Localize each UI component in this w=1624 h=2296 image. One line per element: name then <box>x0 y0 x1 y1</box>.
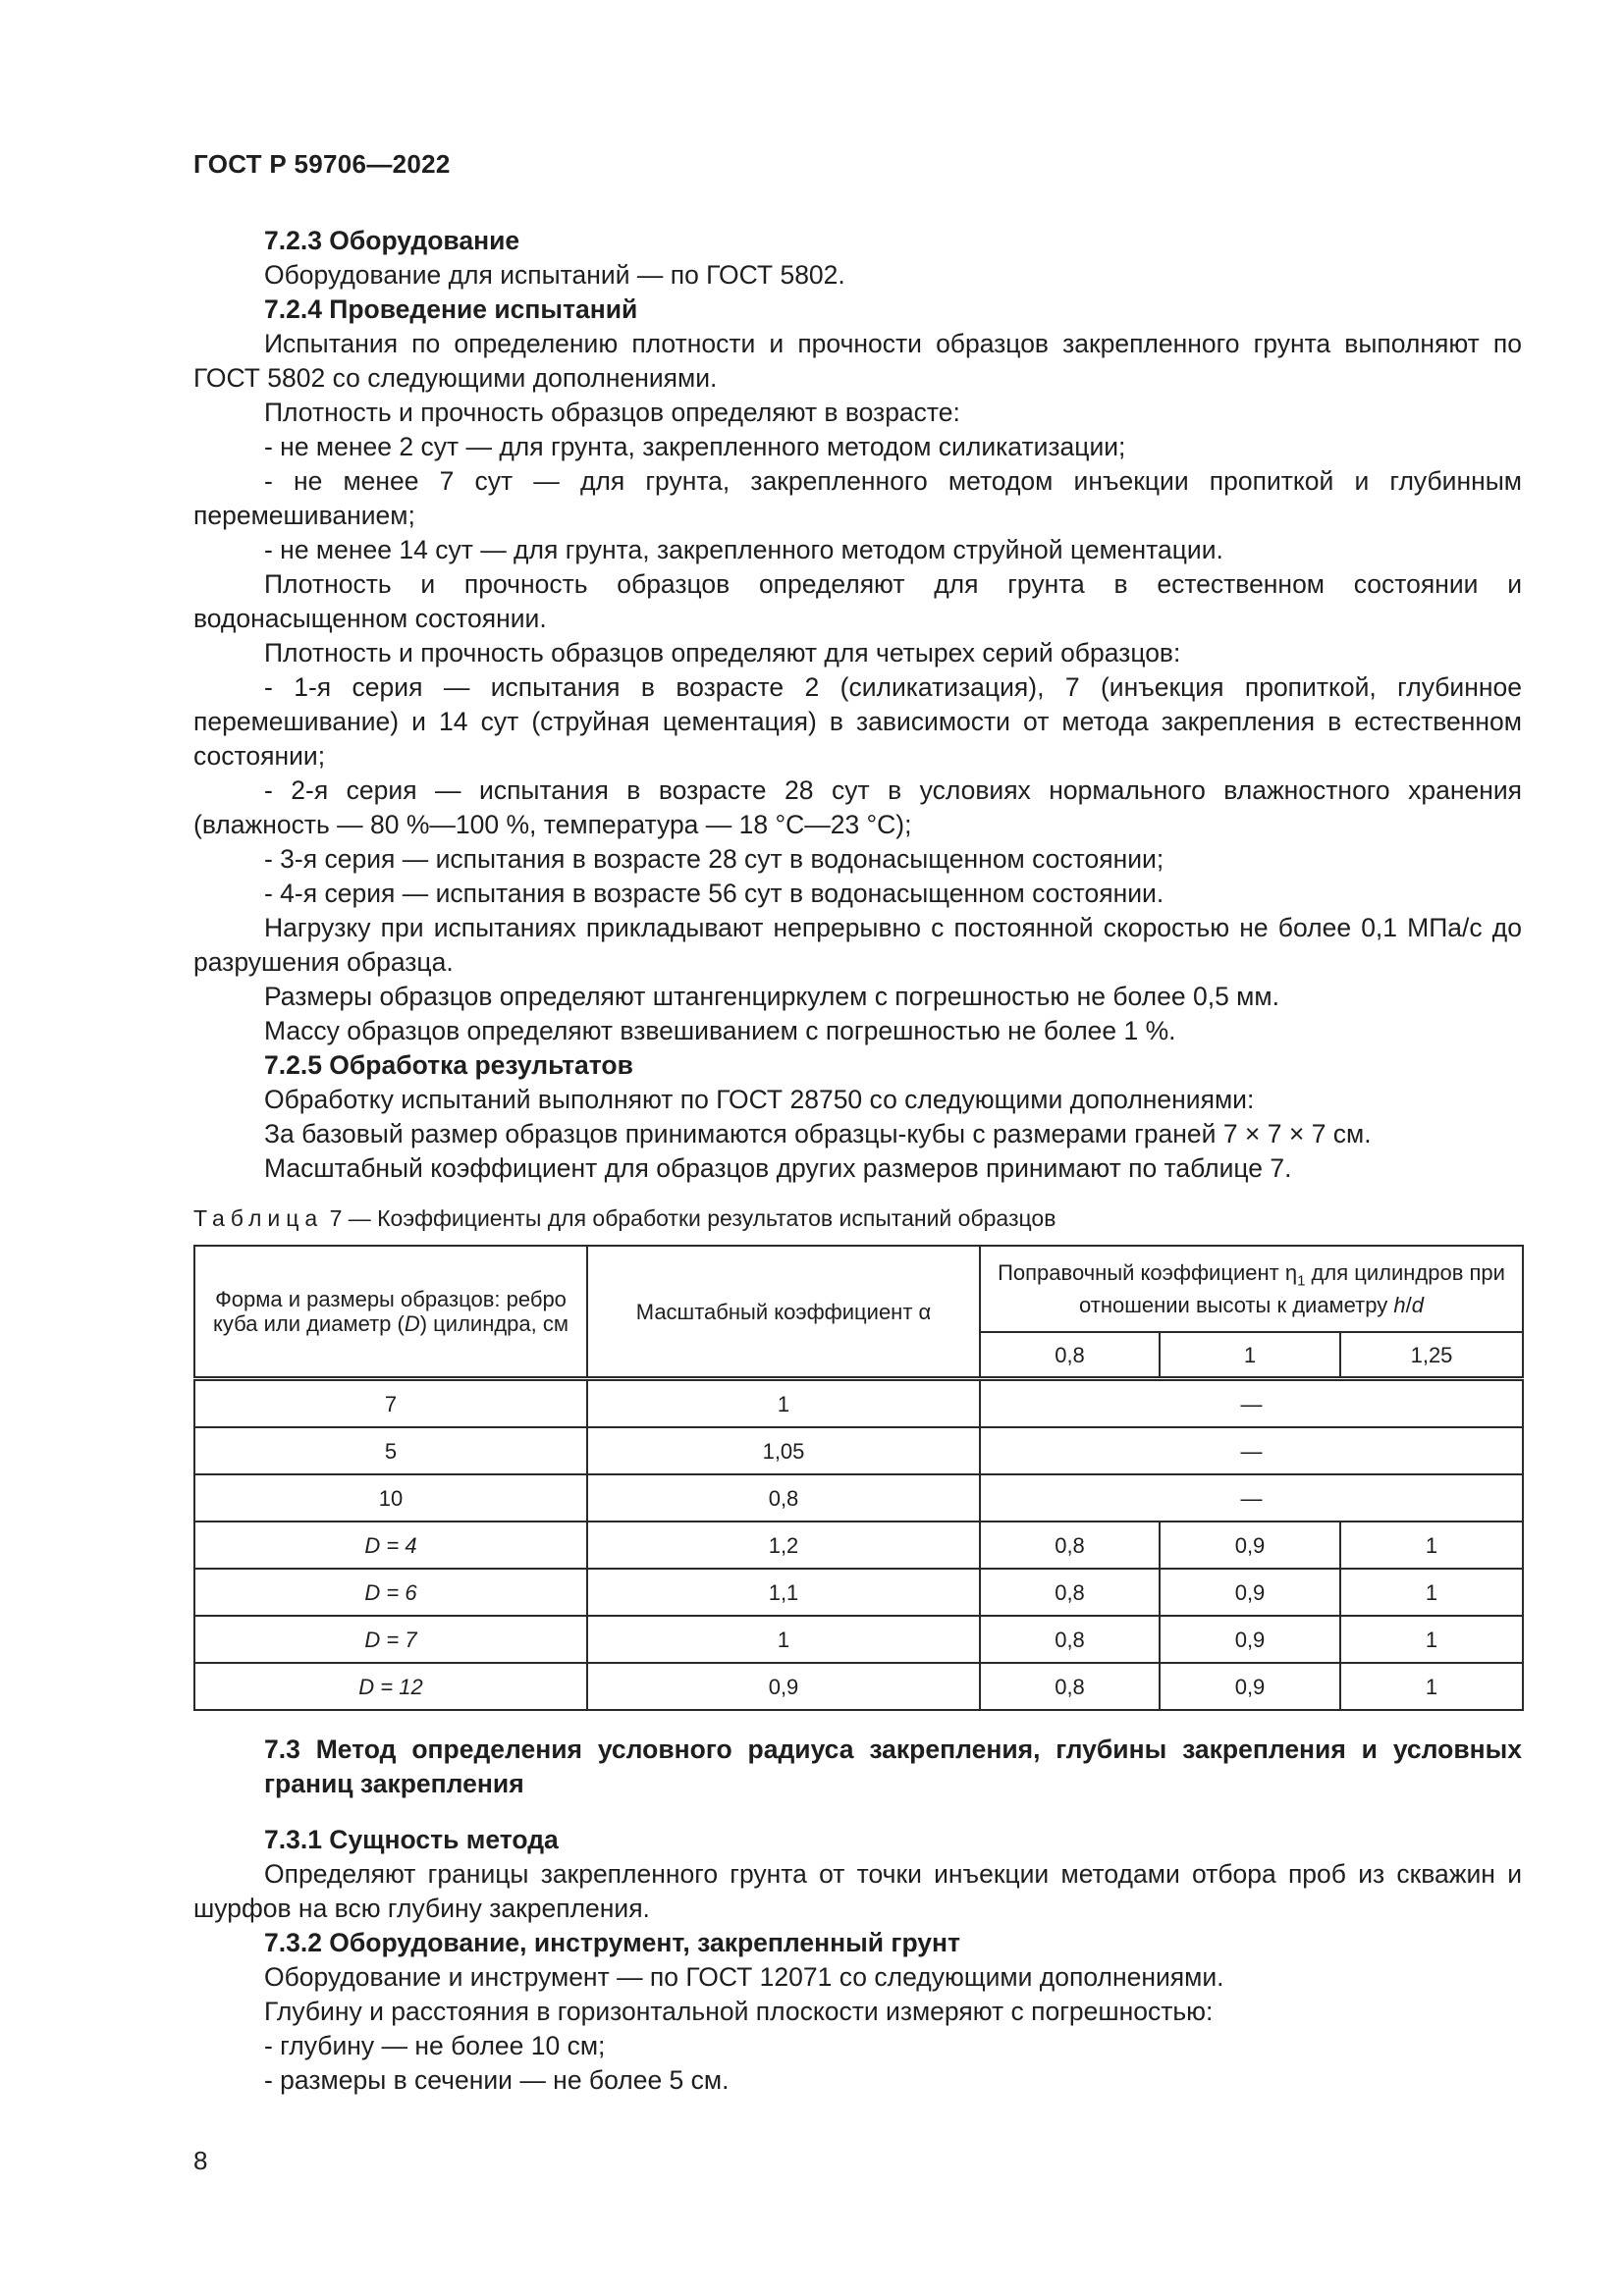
paragraph: Плотность и прочность образцов определяют для четырех серий образцов: <box>264 638 1181 667</box>
document-header: ГОСТ Р 59706—2022 <box>193 149 451 179</box>
table-cell-eta: 0,8 <box>980 1569 1160 1616</box>
list-item: - не менее 14 сут — для грунта, закрепленного методом струйной цементации. <box>264 535 1223 564</box>
paragraph: Плотность и прочность образцов определяют в возрасте: <box>264 398 960 427</box>
section-7-3-heading: 7.3 Метод определения условного радиуса закрепления, глубины закрепления и условных границ закрепления <box>264 1735 1522 1798</box>
table-cell-size: D = 6 <box>194 1569 587 1616</box>
table-cell-eta: 0,9 <box>1160 1616 1340 1663</box>
ratio-header: 1,25 <box>1340 1332 1523 1379</box>
table-cell-size: 5 <box>194 1427 587 1474</box>
paragraph: Массу образцов определяют взвешиванием с погрешностью не более 1 %. <box>264 1016 1176 1045</box>
table-cell-eta: 1 <box>1340 1569 1523 1616</box>
table-cell-eta: 1 <box>1340 1522 1523 1569</box>
table-cell-eta: 1 <box>1340 1663 1523 1710</box>
table-cell-alpha: 1 <box>587 1616 980 1663</box>
page-number: 8 <box>193 2146 208 2175</box>
table-cell-eta: 0,9 <box>1160 1522 1340 1569</box>
paragraph: Масштабный коэффициент для образцов других размеров принимают по таблице 7. <box>264 1153 1292 1183</box>
column-header-scale-factor: Масштабный коэффициент α <box>587 1246 980 1379</box>
table-cell-alpha: 1,05 <box>587 1427 980 1474</box>
table-cell-size: 7 <box>194 1379 587 1428</box>
table-cell-alpha: 1,1 <box>587 1569 980 1616</box>
table-caption-text: 7 — Коэффициенты для обработки результатов испытаний образцов <box>329 1205 1056 1231</box>
list-item: - глубину — не более 10 см; <box>264 2031 606 2060</box>
paragraph: Обработку испытаний выполняют по ГОСТ 28750 со следующими дополнениями: <box>264 1085 1255 1114</box>
table-row <box>194 1522 1523 1569</box>
paragraph: Испытания по определению плотности и прочности образцов закрепленного грунта выполняют по ГОСТ 5802 со следующими дополнениями. <box>193 329 1522 393</box>
table-cell-size: D = 7 <box>194 1616 587 1663</box>
paragraph: Глубину и расстояния в горизонтальной плоскости измеряют с погрешностью: <box>264 1997 1214 2026</box>
table-cell-dash: — <box>980 1474 1523 1522</box>
table-cell-alpha: 1,2 <box>587 1522 980 1569</box>
paragraph: Нагрузку при испытаниях прикладывают непрерывно с постоянной скоростью не более 0,1 МПа/с до разрушения образца. <box>193 913 1522 977</box>
table-cell-alpha: 0,8 <box>587 1474 980 1522</box>
table-cell-alpha: 1 <box>587 1379 980 1428</box>
list-item: - 4-я серия — испытания в возрасте 56 сут в водонасыщенном состоянии. <box>264 879 1164 908</box>
ratio-header: 1 <box>1160 1332 1340 1379</box>
list-item: - не менее 2 сут — для грунта, закрепленного методом силикатизации; <box>264 432 1126 461</box>
paragraph: Оборудование для испытаний — по ГОСТ 5802. <box>264 260 845 290</box>
table-cell-size: 10 <box>194 1474 587 1522</box>
table-caption <box>193 1203 1522 1233</box>
paragraph: Определяют границы закрепленного грунта от точки инъекции методами отбора проб из скважин и шурфов на всю глубину закрепления. <box>193 1859 1522 1923</box>
table-row <box>194 1427 1523 1474</box>
coefficients-table <box>193 1245 1524 1711</box>
paragraph: Размеры образцов определяют штангенциркулем с погрешностью не более 0,5 мм. <box>264 982 1279 1011</box>
table-cell-eta: 0,9 <box>1160 1663 1340 1710</box>
table-cell-eta: 0,8 <box>980 1522 1160 1569</box>
paragraph: Оборудование и инструмент — по ГОСТ 12071 со следующими дополнениями. <box>264 1962 1224 1992</box>
section-7-2-3-heading: 7.2.3 Оборудование <box>264 226 520 255</box>
table-cell-eta: 0,8 <box>980 1616 1160 1663</box>
list-item: - не менее 7 сут — для грунта, закрепленного методом инъекции пропиткой и глубинным перемешиванием; <box>193 466 1522 530</box>
list-item: - 3-я серия — испытания в возрасте 28 сут в водонасыщенном состоянии; <box>264 844 1164 874</box>
list-item: - 1-я серия — испытания в возрасте 2 (силикатизация), 7 (инъекция пропиткой, глубинное перемешивание) и 14 сут (струйная цементация) в зависимости от метода закрепления в естественном состоянии; <box>193 672 1522 771</box>
paragraph: За базовый размер образцов принимаются образцы-кубы с размерами граней 7 × 7 × 7 см. <box>264 1119 1372 1148</box>
table-row <box>194 1379 1523 1428</box>
section-7-3-1-heading: 7.3.1 Сущность метода <box>264 1825 559 1854</box>
column-header-correction-factor: Поправочный коэффициент $\eta_1$ для цилиндров при отношении высоты к диаметру h/d <box>980 1246 1523 1332</box>
table-row <box>194 1474 1523 1522</box>
table-cell-eta: 0,9 <box>1160 1569 1340 1616</box>
table-row <box>194 1569 1523 1616</box>
table-cell-dash: — <box>980 1379 1523 1428</box>
table-row <box>194 1663 1523 1710</box>
table-caption-word: Таблица <box>193 1205 324 1231</box>
table-cell-size: D = 12 <box>194 1663 587 1710</box>
list-item: - размеры в сечении — не более 5 см. <box>264 2065 730 2095</box>
table-cell-eta: 1 <box>1340 1616 1523 1663</box>
list-item: - 2-я серия — испытания в возрасте 28 сут в условиях нормального влажностного хранения (влажность — 80 %—100 %, температура — 18 °C—23 °C); <box>193 775 1522 839</box>
document-body <box>193 224 1522 2098</box>
table-cell-alpha: 0,9 <box>587 1663 980 1710</box>
section-7-3-2-heading: 7.3.2 Оборудование, инструмент, закрепленный грунт <box>264 1928 961 1957</box>
table-cell-dash: — <box>980 1427 1523 1474</box>
column-header-sample-size: Форма и размеры образцов: ребро куба или диаметр (D) цилиндра, см <box>194 1246 587 1379</box>
table-cell-size: D = 4 <box>194 1522 587 1569</box>
paragraph: Плотность и прочность образцов определяют для грунта в естественном состоянии и водонасыщенном состоянии. <box>193 569 1522 633</box>
section-7-2-4-heading: 7.2.4 Проведение испытаний <box>264 294 638 324</box>
ratio-header: 0,8 <box>980 1332 1160 1379</box>
section-7-2-5-heading: 7.2.5 Обработка результатов <box>264 1050 633 1080</box>
table-cell-eta: 0,8 <box>980 1663 1160 1710</box>
table-row <box>194 1616 1523 1663</box>
